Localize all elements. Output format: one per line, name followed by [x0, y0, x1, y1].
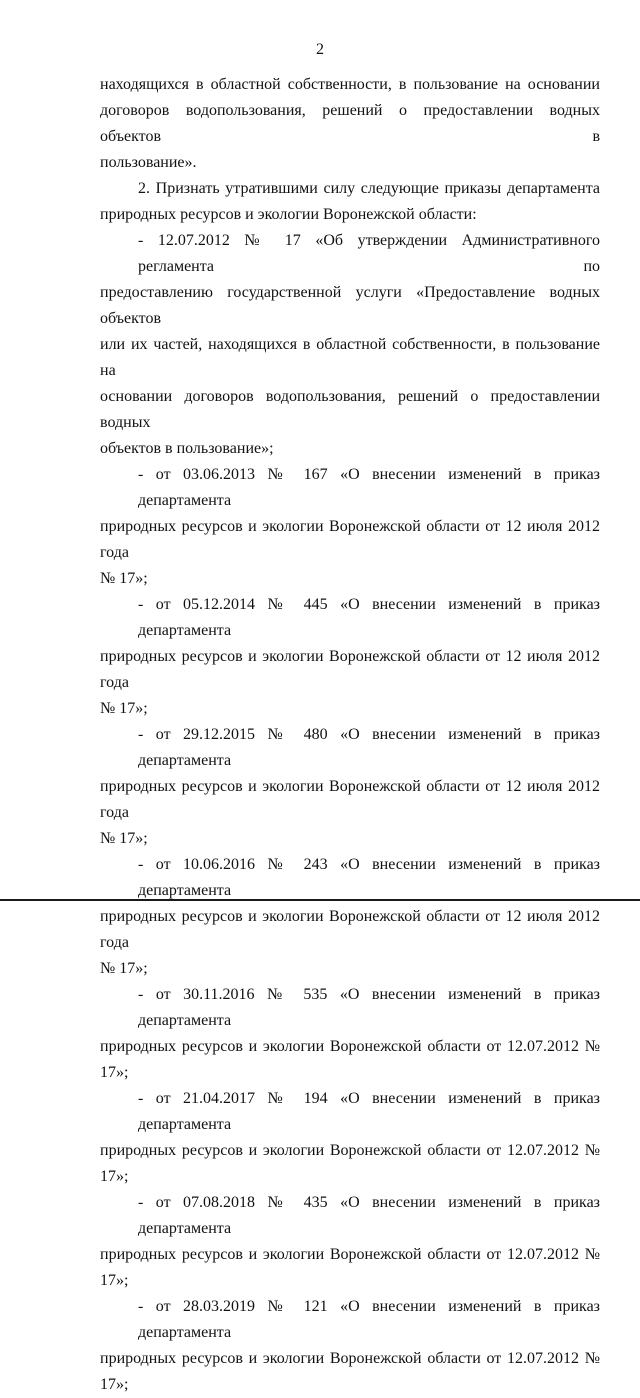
text-line: предоставлению государственной услуги «Предоставление водных объектов: [100, 284, 600, 327]
text-line: - от 28.03.2019 № 121 «О внесении изменений в приказ департамента: [138, 1298, 600, 1341]
text-line: природных ресурсов и экологии Воронежской области от 12 июля 2012 года: [100, 648, 600, 691]
paragraph-order-2018: [100, 1190, 600, 1294]
paragraph-order-2015: [100, 722, 600, 852]
paragraph-continuation: [100, 72, 600, 176]
text-line: природных ресурсов и экологии Воронежской области:: [100, 206, 477, 223]
text-line: пользование».: [100, 154, 197, 171]
paragraph-order-2016a: [100, 852, 600, 982]
page-number: 2: [316, 41, 324, 58]
text-line: - от 03.06.2013 № 167 «О внесении изменений в приказ департамента: [138, 466, 600, 509]
text-line: № 17»;: [100, 570, 148, 587]
paragraph-order-2013: [100, 462, 600, 592]
text-line: - от 10.06.2016 № 243 «О внесении изменений в приказ департамента: [138, 856, 600, 899]
paragraph-order-2019: [100, 1294, 600, 1398]
paragraph-order-2017: [100, 1086, 600, 1190]
text-line: объектов в пользование»;: [100, 440, 274, 457]
paragraph-order-2012: [100, 228, 600, 462]
text-line: договоров водопользования, решений о предоставлении водных объектов в: [100, 102, 600, 145]
text-line: - от 05.12.2014 № 445 «О внесении изменений в приказ департамента: [138, 596, 600, 639]
text-line: - 12.07.2012 № 17 «Об утверждении Административного регламента по: [138, 232, 600, 275]
scan-bottom-edge: [0, 899, 640, 901]
text-line: природных ресурсов и экологии Воронежской области от 12 июля 2012 года: [100, 908, 600, 951]
text-line: - от 30.11.2016 № 535 «О внесении изменений в приказ департамента: [138, 986, 600, 1029]
text-line: - от 29.12.2015 № 480 «О внесении изменений в приказ департамента: [138, 726, 600, 769]
text-line: № 17»;: [100, 830, 148, 847]
text-line: природных ресурсов и экологии Воронежской области от 12.07.2012 № 17»;: [100, 1350, 600, 1393]
text-line: природных ресурсов и экологии Воронежской области от 12.07.2012 № 17»;: [100, 1246, 600, 1289]
text-line: № 17»;: [100, 960, 148, 977]
text-line: или их частей, находящихся в областной собственности, в пользование на: [100, 336, 600, 379]
text-line: природных ресурсов и экологии Воронежской области от 12 июля 2012 года: [100, 778, 600, 821]
text-line: 2. Признать утратившими силу следующие приказы департамента: [138, 180, 600, 197]
text-line: - от 21.04.2017 № 194 «О внесении изменений в приказ департамента: [138, 1090, 600, 1133]
paragraph-item-2: [100, 176, 600, 228]
text-line: природных ресурсов и экологии Воронежской области от 12 июля 2012 года: [100, 518, 600, 561]
document-body: [100, 72, 600, 1398]
paragraph-order-2014: [100, 592, 600, 722]
paragraph-order-2016b: [100, 982, 600, 1086]
text-line: № 17»;: [100, 700, 148, 717]
text-line: - от 07.08.2018 № 435 «О внесении изменений в приказ департамента: [138, 1194, 600, 1237]
text-line: основании договоров водопользования, решений о предоставлении водных: [100, 388, 600, 431]
text-line: природных ресурсов и экологии Воронежской области от 12.07.2012 № 17»;: [100, 1142, 600, 1185]
text-line: природных ресурсов и экологии Воронежской области от 12.07.2012 № 17»;: [100, 1038, 600, 1081]
text-line: находящихся в областной собственности, в пользование на основании: [100, 76, 600, 93]
